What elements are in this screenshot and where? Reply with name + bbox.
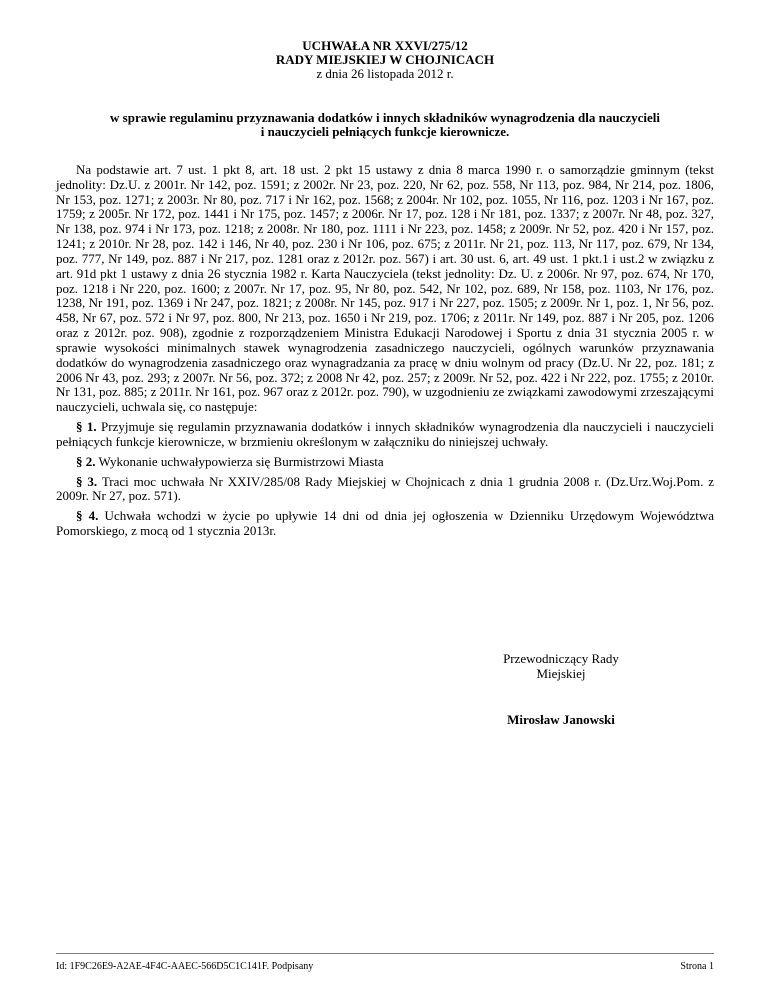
section-1-text: Przyjmuje się regulamin przyznawania dodatków i innych składników wynagrodzenia dla nauczycieli i nauczycieli pełniących funkcje kierownicze, w brzmieniu określonym w załączniku do niniejszej uchwały. xyxy=(56,419,715,449)
council-name: RADY MIEJSKIEJ W CHOJNICACH xyxy=(275,52,495,67)
resolution-body xyxy=(56,163,714,539)
section-1 xyxy=(56,420,714,450)
section-4-text: Uchwała wchodzi w życie po upływie 14 dni od dnia jej ogłoszenia w Dzienniku Urzędowym Województwa Pomorskiego, z mocą od 1 stycznia 2013r. xyxy=(56,508,714,539)
subject-line-1: w sprawie regulaminu przyznawania dodatków i innych składników wynagrodzenia dla nauczycieli xyxy=(110,110,660,125)
section-2 xyxy=(56,455,714,470)
signature-block xyxy=(456,651,666,681)
footer-divider xyxy=(56,953,714,954)
signatory-name: Mirosław Janowski xyxy=(507,712,615,727)
page-number: Strona 1 xyxy=(680,961,714,972)
section-3-text: Traci moc uchwała Nr XXIV/285/08 Rady Miejskiej w Chojnicach z dnia 1 grudnia 2008 r. (Dz.Urz.Woj.Pom. z 2009r. Nr 27, poz. 571). xyxy=(56,473,715,504)
preamble-paragraph: Na podstawie art. 7 ust. 1 pkt 8, art. 18 ust. 2 pkt 15 ustawy z dnia 8 marca 1990 r. o samorządzie gminnym (tekst jednolity: Dz.U. z 2001r. Nr 142, poz. 1591; z 2002r. Nr 23, poz. 220, Nr 62, poz. 558, Nr 113, poz. 984, Nr 214, poz. 1806, Nr 153, poz. 1271; z 2003r. Nr 80, poz. 717 i Nr 162, poz. 1568; z 2004r. Nr 102, poz. 1055, Nr 116, poz. 1203 i Nr 167, poz. 1759; z 2005r. Nr 172, poz. 1441 i Nr 175, poz. 1457; z 2006r. Nr 17, poz. 128 i Nr 181, poz. 1337; z 2007r. Nr 48, poz. 327, Nr 138, poz. 974 i Nr 173, poz. 1218; z 2008r. Nr 180, poz. 1111 i Nr 223, poz. 1458; z 2009r. Nr 52, poz. 420 i Nr 157, poz. 1241; z 2010r. Nr 28, poz. 142 i 146, Nr 40, poz. 230 i Nr 106, poz. 675; z 2011r. Nr 21, poz. 113, Nr 117, poz. 679, Nr 134, poz. 777, Nr 149, poz. 887 i Nr 217, poz. 1281 oraz z 2012r. poz. 567) i art. 30 ust. 6, art. 49 ust. 1 pkt.1 i ust.2 w związku z art. 91d pkt 1 ustawy z dnia 26 stycznia 1982 r. Karta Nauczyciela (tekst jednolity: Dz. U. z 2006r. Nr 97, poz. 674, Nr 170, poz. 1218 i Nr 220, poz. 1600; z 2007r. Nr 17, poz. 95, Nr 80, poz. 542, Nr 102, poz. 689, Nr 158, poz. 1103, Nr 176, poz. 1238, Nr 191, poz. 1369 i Nr 247, poz. 1821; z 2008r. Nr 145, poz. 917 i Nr 227, poz. 1505; z 2009r. Nr 1, poz. 1, Nr 56, poz. 458, Nr 67, poz. 572 i Nr 97, poz. 800, Nr 213, poz. 1650 i Nr 219, poz. 1706; z 2011r. Nr 149, poz. 887 i Nr 205, poz. 1206 oraz z 2012r. poz. 908), zgodnie z rozporządzeniem Ministra Edukacji Narodowej i Sportu z dnia 31 stycznia 2005 r. w sprawie wysokości minimalnych stawek wynagrodzenia zasadniczego nauczycieli, ogólnych warunków przyznawania dodatków do wynagrodzenia zasadniczego oraz wynagradzania za pracę w dniu wolnym od pracy (Dz.U. Nr 22, poz. 181; z 2006 Nr 43, poz. 293; z 2007r. Nr 56, poz. 372; z 2008 Nr 42, poz. 257; z 2009r. Nr 52, poz. 422 i Nr 222, poz. 1755; z 2010r. Nr 131, poz. 885; z 2011r. Nr 161, poz. 967 oraz z 2012r. poz. 790), w uzgodnieniu ze związkami zawodowymi zrzeszającymi nauczycieli, uchwala się, co następuje: xyxy=(56,162,714,415)
resolution-subject xyxy=(56,111,714,139)
subject-line-2: i nauczycieli pełniących funkcje kierownicze. xyxy=(260,124,510,139)
section-2-mark: § 2. xyxy=(76,453,96,469)
resolution-header xyxy=(56,39,714,81)
section-3-mark: § 3. xyxy=(76,473,98,489)
section-1-mark: § 1. xyxy=(76,419,97,435)
document-id: Id: 1F9C26E9-A2AE-4F4C-AAEC-566D5C1C141F. Podpisany xyxy=(56,961,314,972)
section-4-mark: § 4. xyxy=(76,508,99,524)
section-2-text: Wykonanie uchwałypowierza się Burmistrzowi Miasta xyxy=(95,453,384,469)
section-4 xyxy=(56,509,714,539)
section-3 xyxy=(56,475,714,505)
signatory-title-line-2: Miejskiej xyxy=(536,666,586,681)
resolution-date: z dnia 26 listopada 2012 r. xyxy=(316,66,454,81)
resolution-number: UCHWAŁA NR XXVI/275/12 xyxy=(302,38,468,53)
signatory-title-line-1: Przewodniczący Rady xyxy=(503,651,619,666)
